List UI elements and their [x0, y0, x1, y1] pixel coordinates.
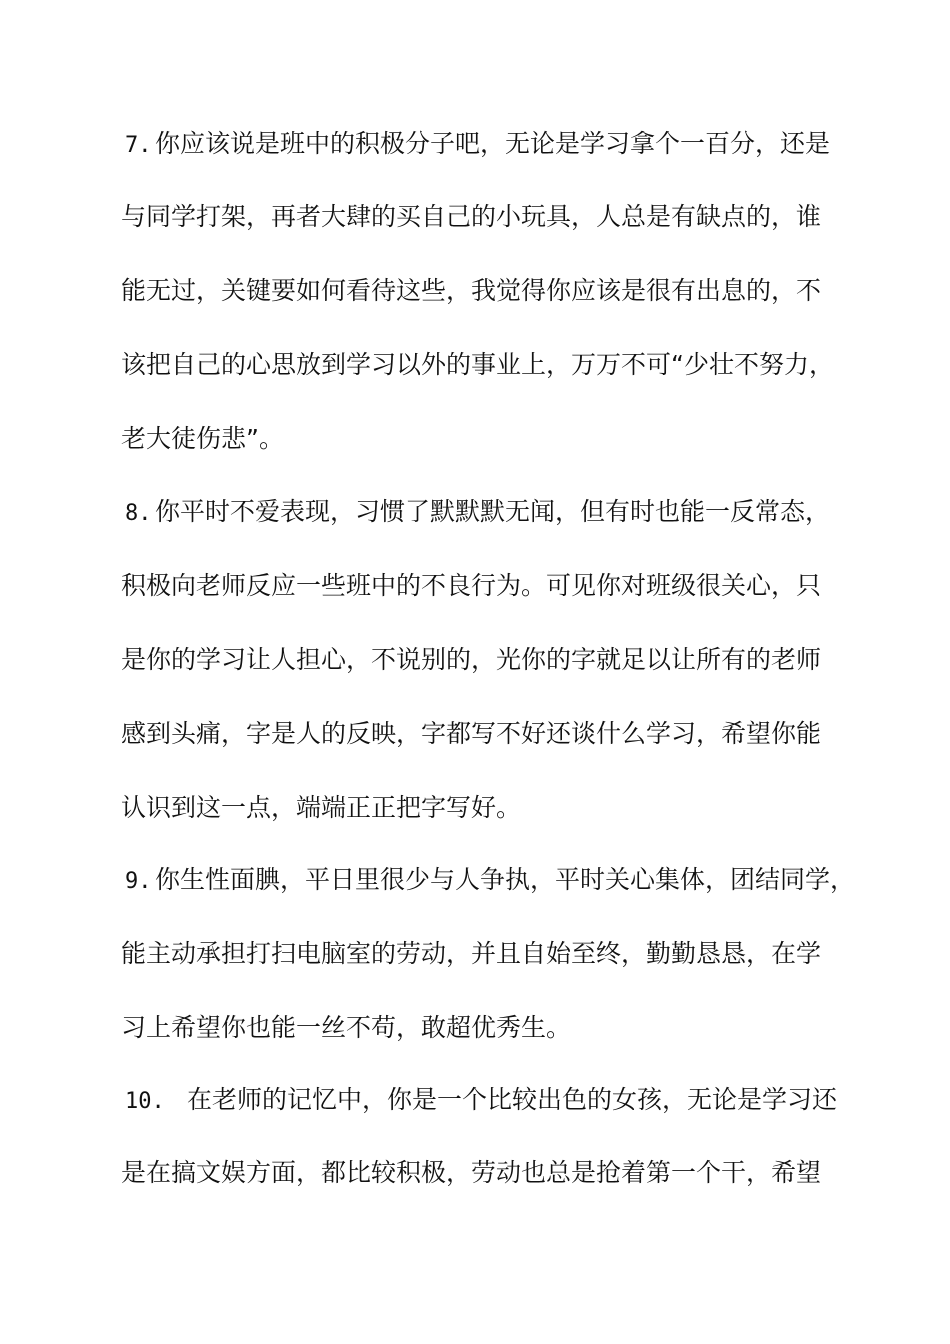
paragraph-10-number: 10.: [125, 1089, 165, 1114]
paragraph-9-line-3: 习上希望你也能一丝不苟，敢超优秀生。: [121, 1013, 572, 1042]
paragraph-7-line-2: 与同学打架，再者大肆的买自己的小玩具，人总是有缺点的，谁: [121, 202, 822, 231]
paragraph-9-line-2: 能主动承担打扫电脑室的劳动，并且自始至终，勤勤恳恳，在学: [121, 939, 822, 968]
paragraph-8-number: 8.: [125, 501, 152, 526]
paragraph-8-line-5: 认识到这一点，端端正正把字写好。: [121, 793, 522, 822]
paragraph-8-line-4: 感到头痛，字是人的反映，字都写不好还谈什么学习，希望你能: [121, 719, 822, 748]
paragraph-9-line-1: [121, 862, 861, 898]
paragraph-9-line-1-text: 你生性面腆，平日里很少与人争执，平时关心集体，团结同学，: [155, 865, 856, 894]
paragraph-9-number: 9.: [125, 869, 152, 894]
paragraph-7-line-1-text: 你应该说是班中的积极分子吧，无论是学习拿个一百分，还是: [155, 129, 831, 158]
paragraph-7-line-5: 老大徒伤悲”。: [121, 424, 284, 453]
paragraph-10-line-2: 是在搞文娱方面，都比较积极，劳动也总是抢着第一个干，希望: [121, 1158, 822, 1187]
paragraph-7-line-1: [121, 126, 861, 162]
paragraph-8-line-1: [121, 494, 861, 530]
paragraph-8-line-2: 积极向老师反应一些班中的不良行为。可见你对班级很关心，只: [121, 571, 822, 600]
paragraph-10-line-1-text: 在老师的记忆中，你是一个比较出色的女孩，无论是学习还: [187, 1085, 838, 1114]
paragraph-7-line-3: 能无过，关键要如何看待这些，我觉得你应该是很有出息的，不: [121, 276, 822, 305]
paragraph-10-line-1: [121, 1082, 861, 1118]
paragraph-8-line-1-text: 你平时不爱表现，习惯了默默默无闻，但有时也能一反常态，: [155, 497, 831, 526]
paragraph-8-line-3: 是你的学习让人担心，不说别的，光你的字就足以让所有的老师: [121, 645, 822, 674]
paragraph-7-number: 7.: [125, 133, 152, 158]
paragraph-7-line-4: 该把自己的心思放到学习以外的事业上，万万不可“少壮不努力，: [121, 350, 834, 379]
